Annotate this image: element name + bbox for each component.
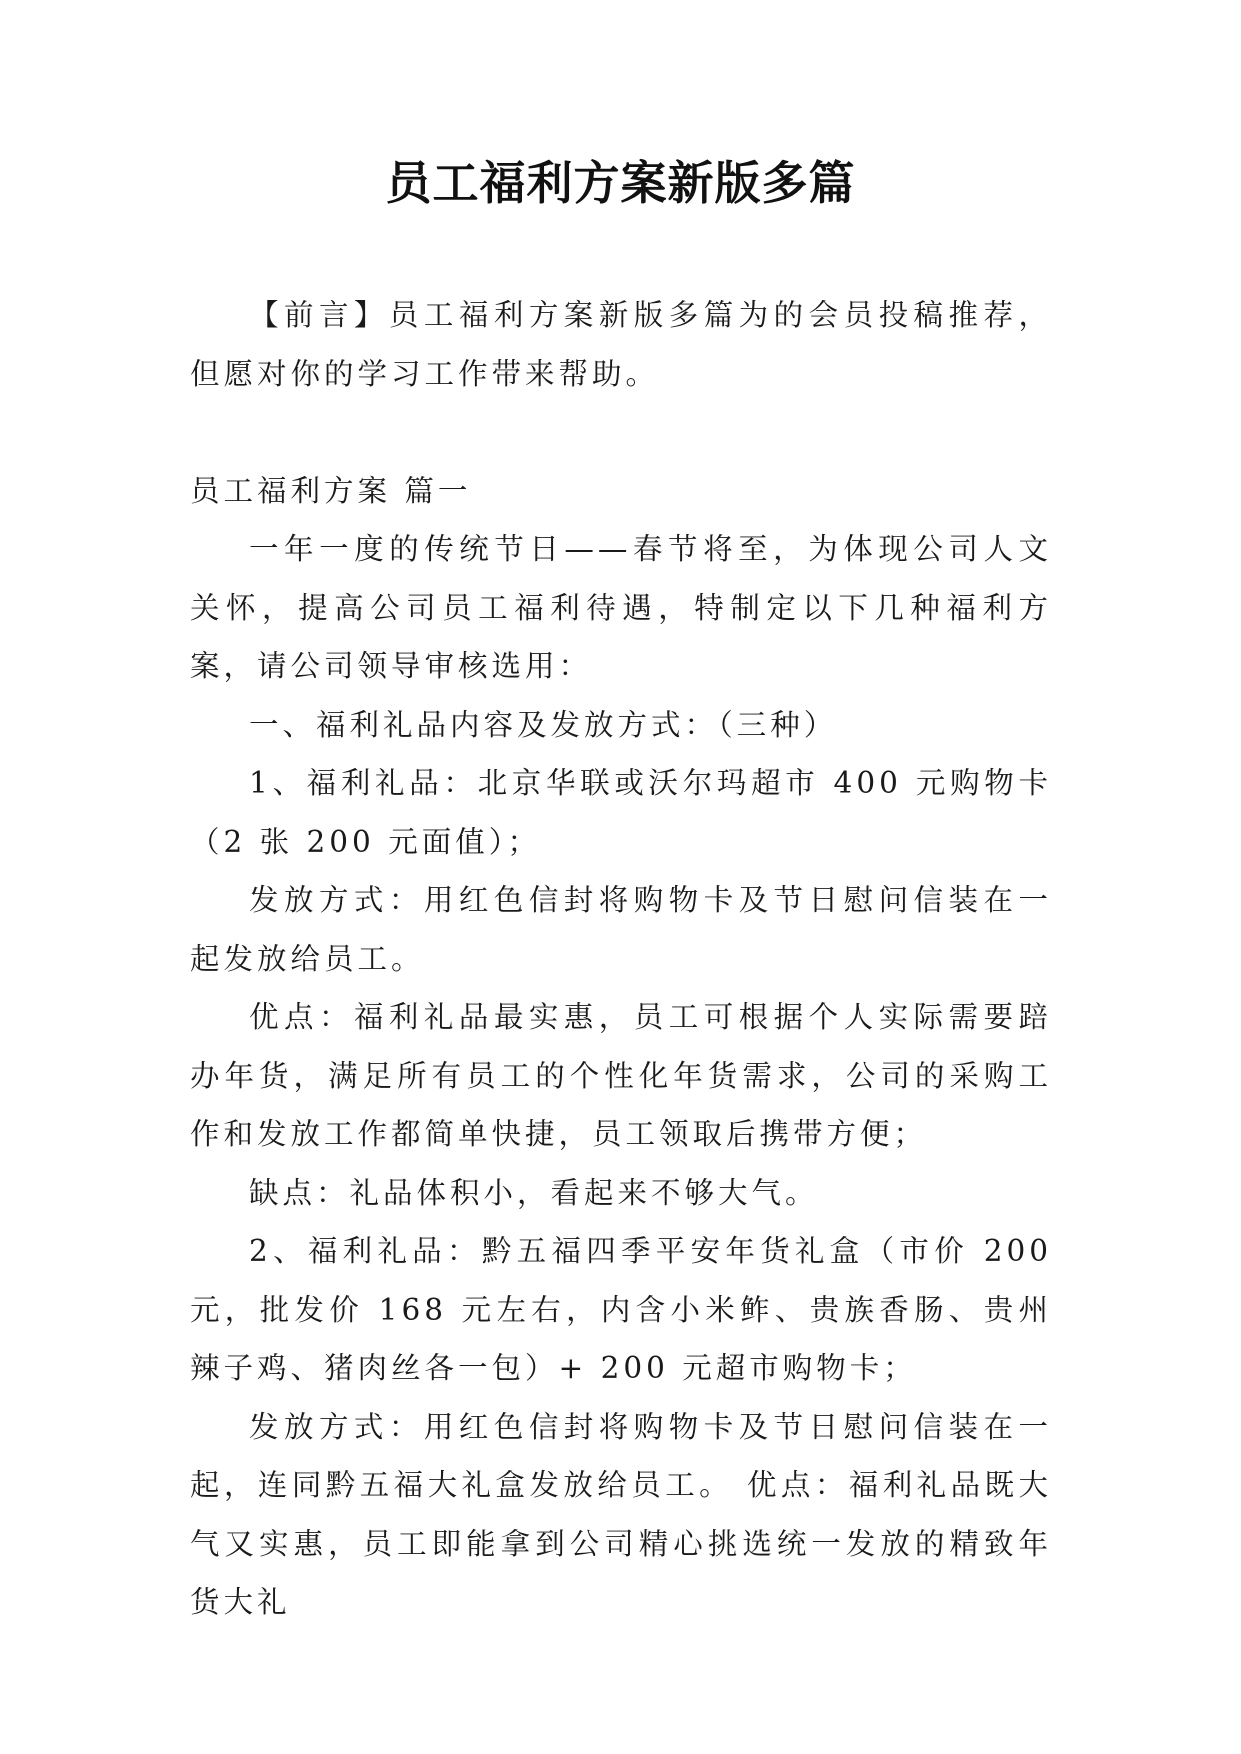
preface-paragraph: 【前言】员工福利方案新版多篇为的会员投稿推荐，但愿对你的学习工作带来帮助。 [190,298,1052,391]
document-title: 员工福利方案新版多篇 [385,156,856,210]
body-paragraph: 发放方式：用红色信封将购物卡及节日慰问信装在一起发放给员工。 [190,883,1052,976]
body-paragraph: 一、福利礼品内容及发放方式：（三种） [249,707,838,742]
document-body [190,286,1052,1632]
body-paragraph: 优点：福利礼品最实惠，员工可根据个人实际需要踣办年货，满足所有员工的个性化年货需求，公司的采购工作和发放工作都简单快捷，员工领取后携带方便； [190,1000,1052,1151]
section-heading: 员工福利方案 篇一 [190,473,472,508]
paragraph-spacer [190,403,1052,462]
body-paragraph: 发放方式：用红色信封将购物卡及节日慰问信装在一起，连同黔五福大礼盒发放给员工。 优点：福利礼品既大气又实惠，员工即能拿到公司精心挑选统一发放的精致年货大礼 [190,1409,1052,1619]
body-paragraph: 2、福利礼品：黔五福四季平安年货礼盒（市价 200 元，批发价 168 元左右，内含小米鲊、贵族香肠、贵州辣子鸡、猪肉丝各一包）+ 200 元超市购物卡； [190,1234,1052,1385]
body-paragraph: 1、福利礼品：北京华联或沃尔玛超市 400 元购物卡（2 张 200 元面值）； [190,766,1052,859]
body-paragraph: 一年一度的传统节日——春节将至，为体现公司人文关怀，提高公司员工福利待遇，特制定以下几种福利方案，请公司领导审核选用： [190,532,1052,683]
body-paragraph: 缺点：礼品体积小，看起来不够大气。 [249,1175,819,1210]
